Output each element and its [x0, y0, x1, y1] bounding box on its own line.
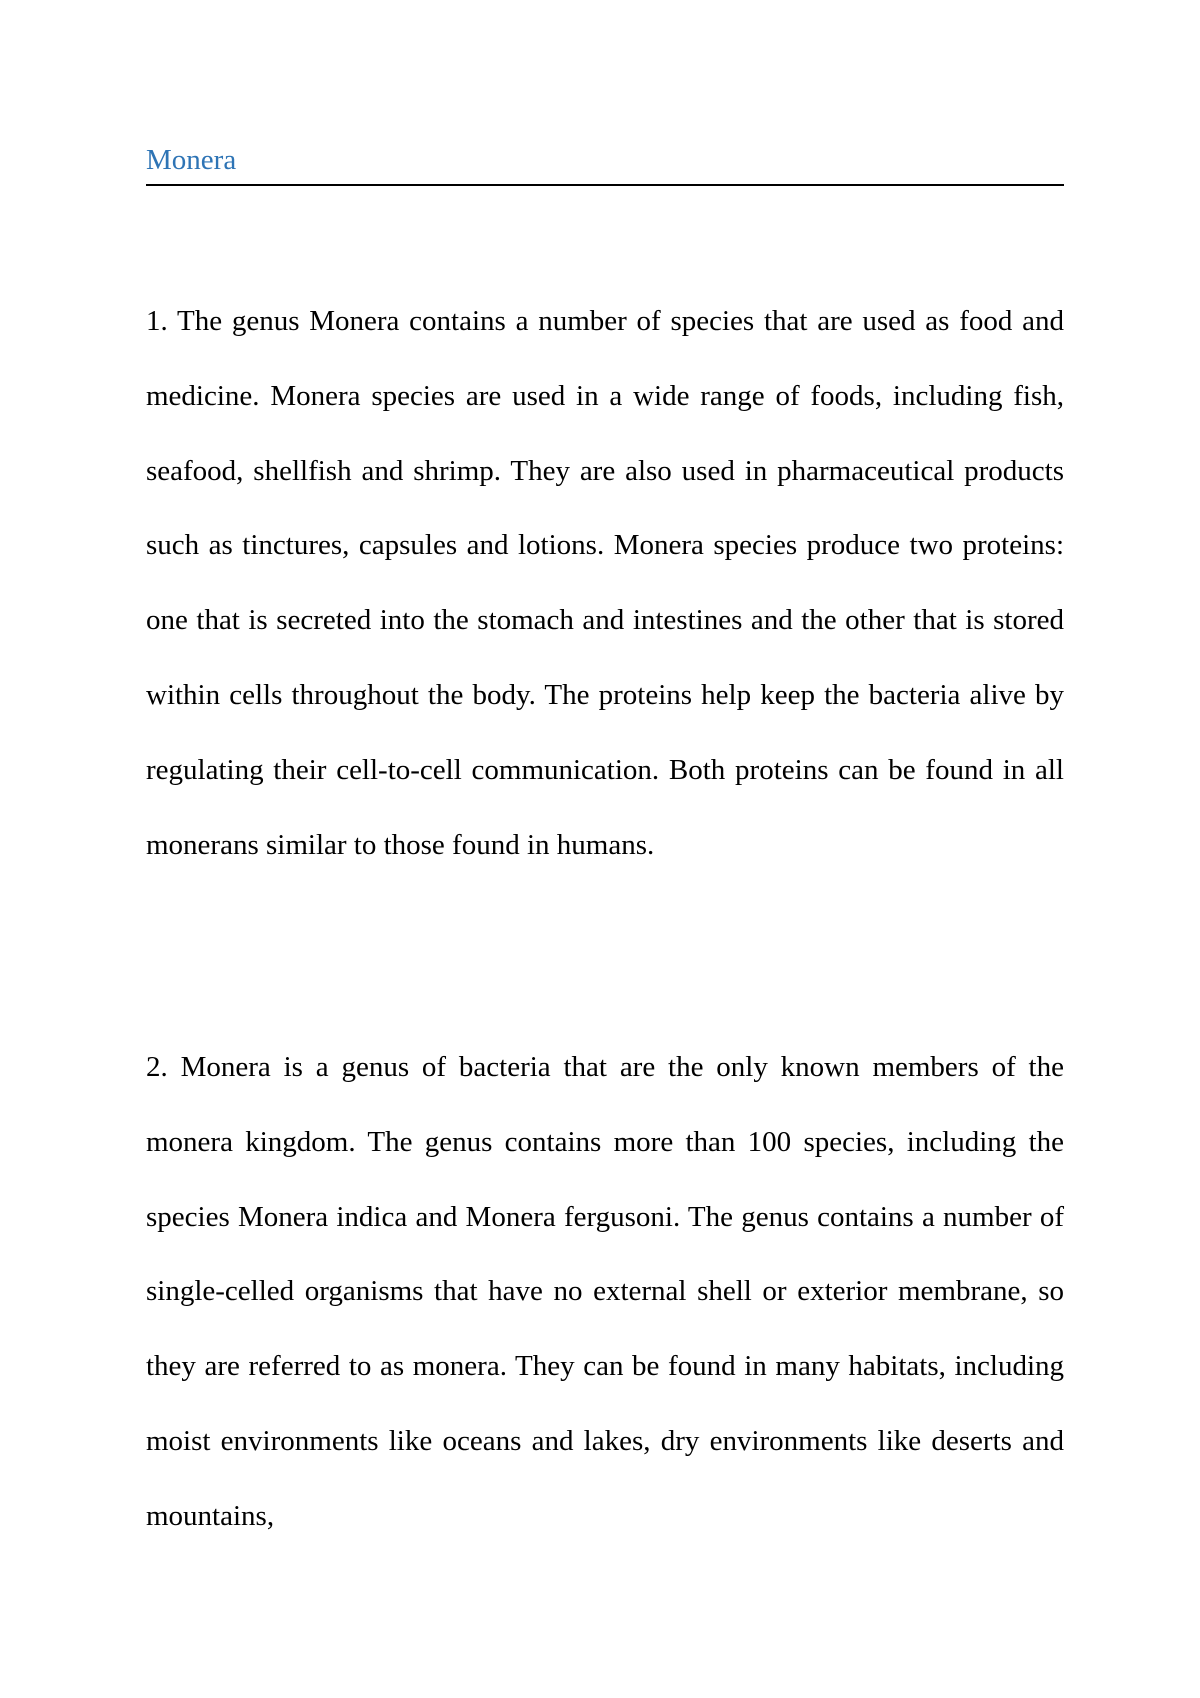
- heading-underline: [146, 184, 1064, 186]
- paragraph-2: 2. Monera is a genus of bacteria that are the only known members of the monera kingdom. The genus contains more than 100 species, including the species Monera indica and Monera fergusoni. The genus contains a number of single-celled organisms that have no external shell or exterior membrane, so they are referred to as monera. They can be found in many habitats, including moist environments like oceans and lakes, dry environments like deserts and mountains,: [146, 1051, 1064, 1532]
- paragraph-1: 1. The genus Monera contains a number of species that are used as food and medicine. Monera species are used in a wide range of foods, including fish, seafood, shellfish and shrimp. They are also used in pharmaceutical products such as tinctures, capsules and lotions. Monera species produce two proteins: one that is secreted into the stomach and intestines and the other that is stored within cells throughout the body. The proteins help keep the bacteria alive by regulating their cell-to-cell communication. Both proteins can be found in all monerans similar to those found in humans.: [146, 305, 1064, 861]
- document-heading: Monera: [146, 144, 237, 176]
